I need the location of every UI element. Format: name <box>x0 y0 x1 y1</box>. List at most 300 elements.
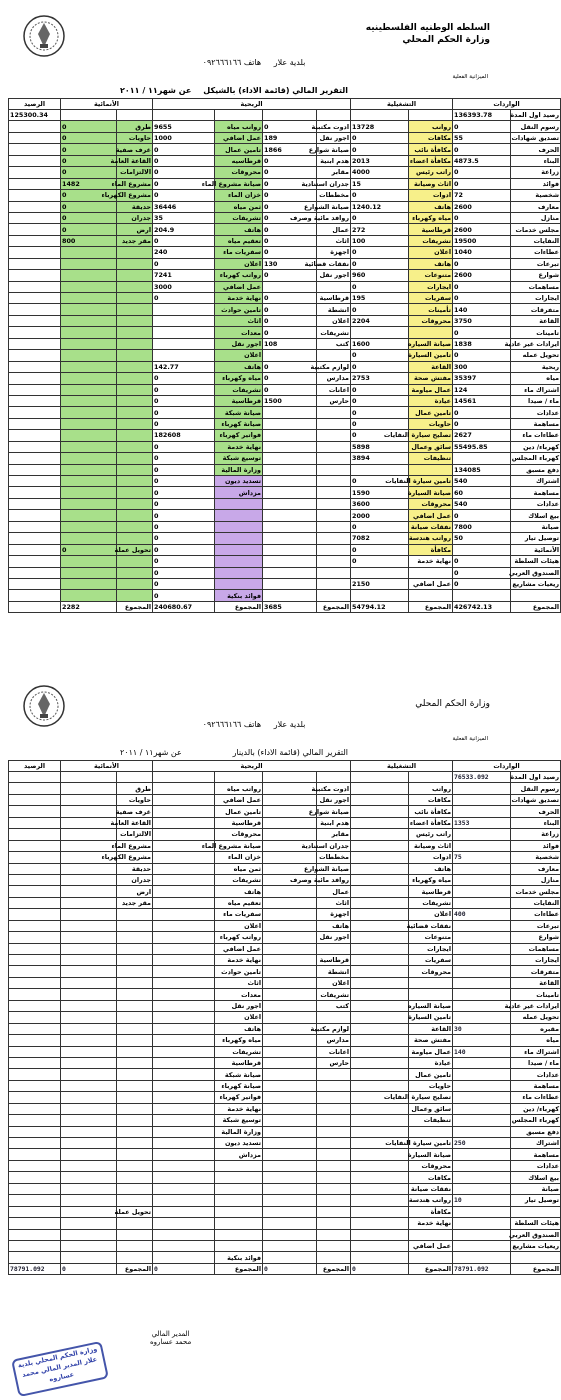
item-label-cell: هاتف <box>409 258 453 269</box>
item-label-cell <box>215 533 263 544</box>
amount-cell: 72 <box>453 190 511 201</box>
amount-cell <box>263 441 317 452</box>
amount-cell <box>61 955 117 966</box>
item-label-cell: المجموع <box>409 601 453 612</box>
amount-cell <box>9 1183 61 1194</box>
amount-cell <box>453 977 511 988</box>
amount-cell <box>153 1126 215 1137</box>
table-row <box>9 806 561 817</box>
report-title: التقرير المالي (قائمة الاداء) بالشيكل <box>203 86 348 95</box>
amount-cell <box>9 155 61 166</box>
item-label-cell: مساهمة <box>511 1149 561 1160</box>
item-label-cell: ايجارات <box>511 293 561 304</box>
item-label-cell: مقبره <box>511 1023 561 1034</box>
item-label-cell <box>117 350 153 361</box>
amount-cell <box>9 350 61 361</box>
amount-cell: 0 <box>153 293 215 304</box>
amount-cell: 0 <box>153 544 215 555</box>
column-header: التشغيلية <box>351 99 453 110</box>
item-label-cell: نهاية خدمة <box>215 955 263 966</box>
item-label-cell: القاعة العامة <box>110 818 152 827</box>
table-row <box>9 1263 561 1274</box>
amount-cell: 195 <box>351 293 409 304</box>
item-label-cell: مساهمة <box>511 418 561 429</box>
amount-cell <box>453 453 511 464</box>
amount-cell <box>9 1012 61 1023</box>
item-label-cell <box>511 590 561 601</box>
item-label-cell: ماء / صيدا <box>511 395 561 406</box>
amount-cell <box>9 327 61 338</box>
item-label-cell: كهرباء المجلس <box>511 454 560 463</box>
amount-cell <box>9 190 61 201</box>
amount-cell: 140 <box>453 1046 511 1057</box>
amount-cell: 4873.5 <box>453 155 511 166</box>
item-label-cell: رواتب كهرباء <box>215 932 263 943</box>
manager-title: المدير المالي <box>151 1330 190 1338</box>
item-label-cell <box>317 418 351 429</box>
column-header: الواردات <box>453 761 561 772</box>
item-label-cell: الأنمائية <box>511 544 561 555</box>
amount-cell <box>61 315 117 326</box>
amount-cell <box>9 1252 61 1263</box>
amount-cell <box>263 1046 317 1057</box>
amount-cell: 0 <box>61 132 117 143</box>
table-row <box>9 578 561 589</box>
item-label-cell: ربحية <box>511 361 561 372</box>
amount-cell <box>153 886 215 897</box>
amount-cell: 0 <box>263 361 317 372</box>
table-row <box>9 989 561 1000</box>
item-label-cell: مكافات <box>409 132 453 143</box>
amount-cell <box>263 407 317 418</box>
amount-cell: 0 <box>453 121 511 132</box>
amount-cell <box>61 977 117 988</box>
amount-cell <box>351 1183 409 1194</box>
item-label-cell: جدران استنادية <box>301 179 350 188</box>
amount-cell <box>351 110 409 121</box>
amount-cell <box>9 556 61 567</box>
amount-cell <box>61 1080 117 1091</box>
item-label-cell <box>317 1069 351 1080</box>
table-row <box>9 430 561 441</box>
table-row <box>9 943 561 954</box>
amount-cell <box>61 794 117 805</box>
item-label-cell <box>409 567 453 578</box>
item-label-cell: مكافأة اعضاء <box>409 156 452 165</box>
item-label-cell: نهاية خدمة <box>215 441 263 452</box>
amount-cell <box>263 590 317 601</box>
item-label-cell <box>117 430 153 441</box>
amount-cell <box>61 840 117 851</box>
table-row <box>9 121 561 132</box>
column-header: الأنمائية <box>61 761 153 772</box>
item-label-cell <box>215 510 263 521</box>
item-label-cell <box>409 1229 453 1240</box>
item-label-cell: اعلان <box>409 909 453 920</box>
item-label-cell: ريعيات مشاريع <box>512 580 560 589</box>
item-label-cell: قرطاسية <box>215 395 263 406</box>
phone-label: هاتف <box>243 720 262 729</box>
item-label-cell: مساهمات <box>511 281 561 292</box>
emblem-logo-icon <box>22 14 66 58</box>
amount-cell: 0 <box>351 521 409 532</box>
amount-cell <box>9 418 61 429</box>
item-label-cell: مقابر <box>317 829 351 840</box>
table-row <box>9 258 561 269</box>
amount-cell: 14561 <box>453 395 511 406</box>
amount-cell <box>351 989 409 1000</box>
amount-cell <box>453 1229 511 1240</box>
amount-cell <box>61 897 117 908</box>
item-label-cell: غرف صفية <box>115 145 152 154</box>
item-label-cell <box>317 1183 351 1194</box>
item-label-cell: اثاث وصيانة <box>409 840 453 851</box>
table-row <box>9 1069 561 1080</box>
amount-cell <box>453 989 511 1000</box>
item-label-cell: البناء <box>511 817 561 828</box>
item-label-cell: تأمينات <box>409 304 453 315</box>
amount-cell <box>351 1046 409 1057</box>
amount-cell <box>453 943 511 954</box>
amount-cell <box>263 418 317 429</box>
item-label-cell: صيانة مشروع الماء <box>201 179 262 188</box>
item-label-cell: تامين السيارة <box>408 351 452 360</box>
item-label-cell: دفع مسبق <box>511 1126 561 1137</box>
amount-cell: 3750 <box>453 315 511 326</box>
item-label-cell: تشريفات <box>215 1046 263 1057</box>
item-label-cell <box>317 1229 351 1240</box>
item-label-cell: عدادات <box>511 1160 561 1171</box>
item-label-cell: اشتراك ماء <box>511 384 561 395</box>
item-label-cell: المجموع <box>317 1263 351 1274</box>
amount-cell <box>263 1057 317 1068</box>
amount-cell: 0 <box>263 1263 317 1274</box>
amount-cell: 1866 <box>263 144 317 155</box>
item-label-cell: غرف صفية <box>115 807 152 816</box>
item-label-cell <box>409 110 453 121</box>
amount-cell <box>9 977 61 988</box>
item-label-cell: سفريات ماء <box>215 247 263 258</box>
item-label-cell: هاتف <box>409 863 453 874</box>
amount-cell <box>351 783 409 794</box>
item-label-cell: قرطاسية <box>409 886 453 897</box>
amount-cell <box>263 281 317 292</box>
amount-cell <box>61 453 117 464</box>
item-label-cell <box>409 977 453 988</box>
table-row <box>9 1046 561 1057</box>
amount-cell <box>9 304 61 315</box>
item-label-cell: تصديق شهادات <box>511 134 560 143</box>
official-stamp: وزارة الحكم المحلي بلدية علار المدير المالي محمد عساروه <box>11 1341 109 1397</box>
amount-cell <box>263 578 317 589</box>
table-row <box>9 270 561 281</box>
amount-cell <box>61 498 117 509</box>
item-label-cell: هاتف <box>215 1023 263 1034</box>
item-label-cell: خزان الماء <box>215 852 263 863</box>
amount-cell: 0 <box>351 1263 409 1274</box>
item-label-cell: اعانات <box>317 1046 351 1057</box>
amount-cell: 0 <box>453 327 511 338</box>
item-label-cell: اجهزة <box>317 247 351 258</box>
amount-cell <box>61 556 117 567</box>
item-label-cell: فوائد بنكية <box>215 590 263 601</box>
item-label-cell: عمال مياومة <box>409 1046 453 1057</box>
item-label-cell <box>117 1172 153 1183</box>
amount-cell: 75 <box>453 852 511 863</box>
item-label-cell: صيانة الشوارع <box>303 202 350 211</box>
amount-cell: 0 <box>263 212 317 223</box>
table-row <box>9 533 561 544</box>
amount-cell <box>9 487 61 498</box>
amount-cell <box>453 1206 511 1217</box>
table-row <box>9 110 561 121</box>
authority-name: السلطه الوطنيه الفلسطينيه <box>365 23 490 33</box>
item-label-cell: المجموع <box>511 1263 561 1274</box>
amount-cell <box>263 1035 317 1046</box>
item-label-cell <box>117 110 153 121</box>
item-label-cell: قرطاسية <box>317 293 351 304</box>
amount-cell <box>9 772 61 783</box>
item-label-cell: تصليح سيارة النفايات <box>383 1093 452 1102</box>
amount-cell <box>263 1023 317 1034</box>
amount-cell <box>263 1240 317 1251</box>
amount-cell <box>61 1172 117 1183</box>
item-label-cell: ايرادات غير عادية <box>504 1001 560 1010</box>
item-label-cell <box>317 510 351 521</box>
amount-cell <box>9 578 61 589</box>
item-label-cell: متفرقات <box>511 304 561 315</box>
amount-cell: 0 <box>351 247 409 258</box>
amount-cell: 0 <box>453 556 511 567</box>
table-row <box>9 510 561 521</box>
item-label-cell: راتب رئيس <box>409 829 453 840</box>
amount-cell <box>351 1229 409 1240</box>
amount-cell <box>61 1012 117 1023</box>
amount-cell <box>153 1046 215 1057</box>
item-label-cell: تامينات <box>511 989 561 1000</box>
item-label-cell: روافد مائية وصرف <box>290 876 350 885</box>
item-label-cell: عمال <box>317 224 351 235</box>
item-label-cell: كهرباء/ دين <box>511 441 561 452</box>
item-label-cell <box>117 373 153 384</box>
item-label-cell <box>215 1183 263 1194</box>
item-label-cell: ثمن مياه <box>215 201 263 212</box>
amount-cell <box>263 350 317 361</box>
amount-cell <box>453 1218 511 1229</box>
item-label-cell: بيع اسلاك <box>511 510 561 521</box>
item-label-cell: فوائد بنكية <box>215 1252 263 1263</box>
amount-cell: 60 <box>453 487 511 498</box>
item-label-cell: ادوت مكتبية <box>311 784 350 793</box>
amount-cell <box>61 578 117 589</box>
column-header: الربحية <box>153 99 351 110</box>
item-label-cell <box>117 955 153 966</box>
amount-cell: 0 <box>153 1263 215 1274</box>
amount-cell <box>153 338 215 349</box>
item-label-cell: عمل اضافي <box>409 578 453 589</box>
item-label-cell: رصيد اول المدة <box>510 773 560 782</box>
amount-cell: 0 <box>351 132 409 143</box>
amount-cell <box>263 920 317 931</box>
amount-cell: 0 <box>263 224 317 235</box>
amount-cell: 0 <box>263 155 317 166</box>
item-label-cell: الحرف <box>511 806 561 817</box>
amount-cell: 0 <box>453 178 511 189</box>
table-row <box>9 1172 561 1183</box>
item-label-cell: وزارة المالية <box>215 464 263 475</box>
amount-cell <box>263 943 317 954</box>
amount-cell <box>263 1183 317 1194</box>
item-label-cell: عمل اضافي <box>409 1240 453 1251</box>
table-row <box>9 1229 561 1240</box>
item-label-cell: تحويل عملة <box>114 545 152 554</box>
amount-cell <box>263 1252 317 1263</box>
amount-cell <box>453 794 511 805</box>
item-label-cell: عدادات <box>511 407 561 418</box>
amount-cell <box>351 1149 409 1160</box>
item-label-cell <box>117 909 153 920</box>
item-label-cell <box>117 1183 153 1194</box>
amount-cell <box>9 510 61 521</box>
table-row <box>9 932 561 943</box>
amount-cell <box>9 144 61 155</box>
item-label-cell: مساهمة <box>511 487 561 498</box>
item-label-cell: اجور نقل <box>317 270 351 281</box>
item-label-cell: نفقات قضائية <box>406 921 452 930</box>
item-label-cell: اثاث <box>317 235 351 246</box>
report-period: عن شهر١١ / ٢٠١١ <box>120 86 192 95</box>
item-label-cell <box>317 1103 351 1114</box>
amount-cell <box>61 874 117 885</box>
table-row <box>9 304 561 315</box>
item-label-cell: اعلان <box>317 315 351 326</box>
amount-cell <box>351 1080 409 1091</box>
amount-cell: 0 <box>61 144 117 155</box>
office-label: الميزانية الفعلية <box>452 736 488 742</box>
amount-cell <box>9 794 61 805</box>
item-label-cell: توسيع شبكة <box>215 453 263 464</box>
item-label-cell: مياه <box>511 373 561 384</box>
item-label-cell: تامين حوادث <box>215 304 263 315</box>
item-label-cell: صيانة شبكة <box>215 407 263 418</box>
amount-cell <box>9 361 61 372</box>
item-label-cell <box>409 1126 453 1137</box>
amount-cell <box>61 1046 117 1057</box>
amount-cell <box>9 874 61 885</box>
amount-cell <box>153 794 215 805</box>
item-label-cell: صيانة <box>511 1183 561 1194</box>
amount-cell <box>351 829 409 840</box>
amount-cell <box>9 567 61 578</box>
amount-cell <box>453 1183 511 1194</box>
amount-cell <box>61 1103 117 1114</box>
amount-cell: 0 <box>153 167 215 178</box>
amount-cell <box>453 886 511 897</box>
amount-cell <box>263 772 317 783</box>
item-label-cell: معدات <box>215 989 263 1000</box>
amount-cell: 50 <box>453 533 511 544</box>
item-label-cell: رواتب <box>409 783 453 794</box>
item-label-cell: القاعة <box>409 361 453 372</box>
municipality-line <box>0 58 508 67</box>
amount-cell <box>351 817 409 828</box>
amount-cell: 1600 <box>351 338 409 349</box>
item-label-cell <box>317 476 351 487</box>
item-label-cell: صيانة الشوارع <box>303 864 350 873</box>
table-row <box>9 407 561 418</box>
item-label-cell <box>117 1138 153 1149</box>
item-label-cell <box>117 977 153 988</box>
amount-cell <box>263 556 317 567</box>
amount-cell: 0 <box>153 556 215 567</box>
item-label-cell: قرطاسية <box>215 1057 263 1068</box>
amount-cell <box>453 829 511 840</box>
amount-cell <box>9 1240 61 1251</box>
amount-cell <box>9 1172 61 1183</box>
phone-number: ٠٩٢٦٦٦١٦٦ <box>202 720 242 729</box>
amount-cell: 5898 <box>351 441 409 452</box>
item-label-cell: المجموع <box>317 601 351 612</box>
item-label-cell: صيانة كهرباء <box>215 1080 263 1091</box>
amount-cell <box>153 874 215 885</box>
item-label-cell <box>117 1115 153 1126</box>
item-label-cell <box>117 498 153 509</box>
amount-cell: 134085 <box>453 464 511 475</box>
amount-cell <box>9 1160 61 1171</box>
item-label-cell: مقر جديد <box>117 897 153 908</box>
amount-cell <box>351 852 409 863</box>
amount-cell <box>61 943 117 954</box>
item-label-cell: مخططات <box>317 852 351 863</box>
item-label-cell <box>117 521 153 532</box>
financial-table-shekel <box>8 98 561 613</box>
item-label-cell: اجور نقل <box>215 1000 263 1011</box>
item-label-cell <box>117 270 153 281</box>
item-label-cell: اعلان <box>215 350 263 361</box>
item-label-cell: صيانة السياره <box>407 339 452 348</box>
amount-cell <box>453 806 511 817</box>
amount-cell <box>263 909 317 920</box>
item-label-cell: اشتراك <box>511 1138 561 1149</box>
amount-cell <box>61 441 117 452</box>
item-label-cell: عطاءات ماء <box>511 430 561 441</box>
amount-cell <box>9 258 61 269</box>
amount-cell <box>351 874 409 885</box>
item-label-cell <box>117 258 153 269</box>
item-label-cell: تنظيفات <box>409 453 453 464</box>
item-label-cell: مفتش صحة <box>409 373 453 384</box>
table-row <box>9 201 561 212</box>
amount-cell <box>61 464 117 475</box>
item-label-cell: محروقات <box>409 498 453 509</box>
amount-cell <box>453 1035 511 1046</box>
amount-cell: 0 <box>263 178 317 189</box>
amount-cell: 2013 <box>351 155 409 166</box>
amount-cell <box>9 224 61 235</box>
item-label-cell: عمال مياومة <box>409 384 453 395</box>
amount-cell <box>153 1057 215 1068</box>
item-label-cell <box>117 338 153 349</box>
amount-cell: 540 <box>453 476 511 487</box>
item-label-cell: كتب <box>317 338 351 349</box>
amount-cell <box>9 270 61 281</box>
item-label-cell: منازل <box>511 212 561 223</box>
amount-cell: 0 <box>61 155 117 166</box>
table-row <box>9 155 561 166</box>
table-row <box>9 1126 561 1137</box>
item-label-cell: نفقات صيانة <box>409 1183 453 1194</box>
table-row <box>9 395 561 406</box>
